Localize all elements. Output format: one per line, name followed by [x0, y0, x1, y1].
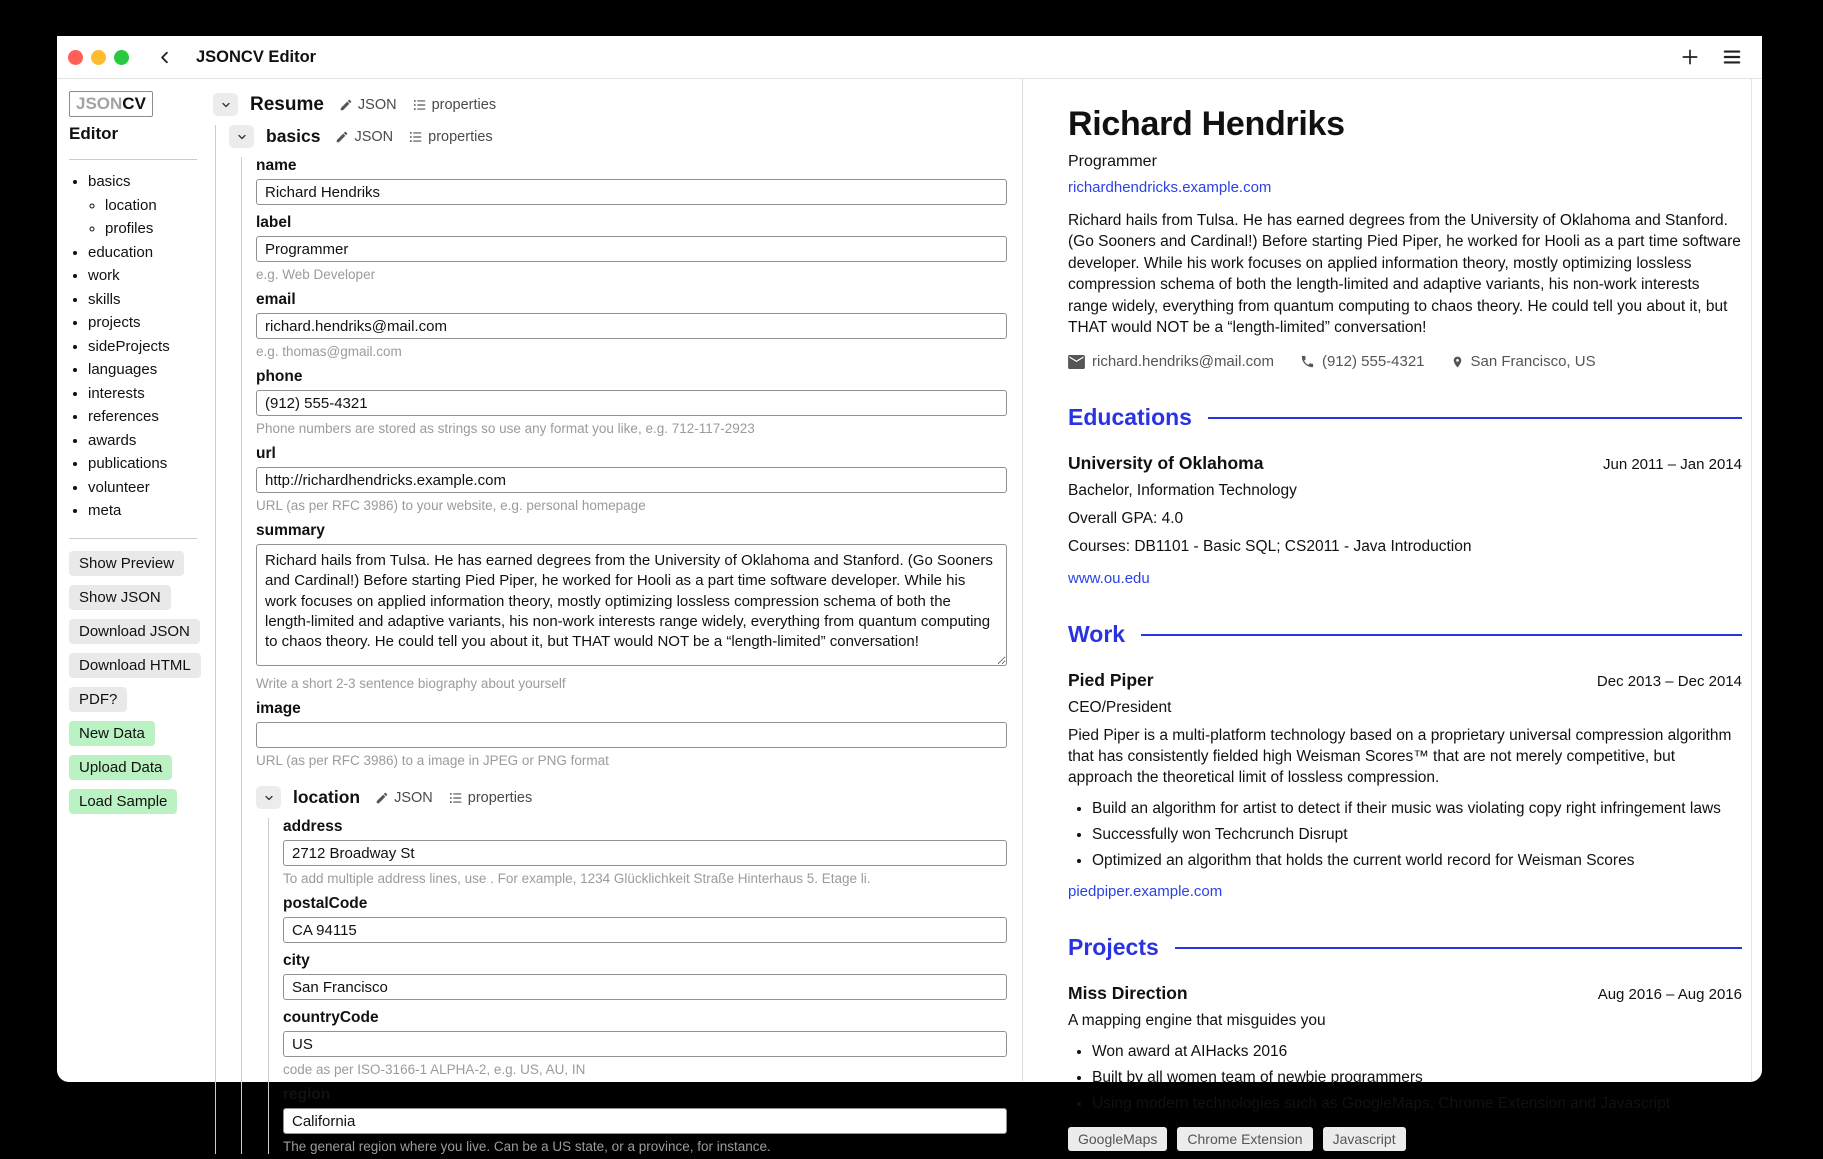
- education-entry: [1068, 453, 1742, 587]
- work-highlight: • Build an algorithm for artist to detect if their music was violating copy right infringement laws: [1092, 799, 1742, 819]
- work-company: Pied Piper: [1068, 670, 1154, 691]
- postalcode-field: [283, 895, 1007, 943]
- tag-badge: Javascript: [1323, 1127, 1406, 1151]
- address-field-label: address: [283, 818, 343, 835]
- sidebar: [57, 79, 209, 1081]
- label-field: [256, 214, 1007, 282]
- education-dates: Jun 2011 – Jan 2014: [1602, 456, 1742, 474]
- basics-section-header: [229, 125, 1007, 148]
- tag-badge: GoogleMaps: [1068, 1127, 1167, 1151]
- titlebar: [57, 36, 1762, 79]
- sidebar-divider: [69, 538, 197, 539]
- app-window: [57, 36, 1762, 1154]
- collapse-basics-button[interactable]: [229, 125, 254, 148]
- collapse-location-button[interactable]: [256, 786, 281, 809]
- project-highlight: • Using modern technologies such as GoogleMaps, Chrome Extension and Javascript: [1092, 1094, 1742, 1114]
- show-json-button[interactable]: Show JSON: [69, 585, 171, 610]
- work-highlight: • Optimized an algorithm that holds the current world record for Weisman Scores: [1092, 851, 1742, 871]
- sidebar-item-location[interactable]: ◦ location: [105, 194, 209, 218]
- preview-website-link[interactable]: richardhendricks.example.com: [1068, 179, 1272, 196]
- basics-section-title: basics: [266, 126, 321, 146]
- summary-textarea[interactable]: [256, 544, 1007, 666]
- label-field-label: label: [256, 214, 292, 231]
- education-section-title: Educations: [1068, 404, 1192, 431]
- minimize-button[interactable]: [91, 50, 106, 65]
- email-input[interactable]: [256, 313, 1007, 339]
- project-highlight: • Won award at AIHacks 2016: [1092, 1042, 1742, 1062]
- work-position: CEO/President: [1068, 699, 1172, 717]
- education-school: University of Oklahoma: [1068, 453, 1264, 474]
- region-field-label: region: [283, 1086, 331, 1103]
- project-name: Miss Direction: [1068, 983, 1188, 1004]
- sidebar-item-profiles[interactable]: ◦ profiles: [105, 217, 209, 241]
- region-input[interactable]: [283, 1108, 1007, 1134]
- resume-section-title: Resume: [250, 93, 324, 115]
- project-highlight: • Built by all women team of newbie programmers: [1092, 1068, 1742, 1088]
- location-edit-json-link[interactable]: JSON: [375, 790, 433, 806]
- sidebar-item-skills[interactable]: • skills: [88, 288, 209, 312]
- pencil-icon: [339, 98, 353, 112]
- preview-job-label: Programmer: [1068, 153, 1157, 170]
- region-field-hint: The general region where you live. Can be a US state, or a province, for instance.: [283, 1139, 771, 1154]
- education-degree: Bachelor, Information Technology: [1068, 482, 1297, 500]
- sidebar-divider: [69, 159, 197, 160]
- sidebar-item-publications[interactable]: • publications: [88, 452, 209, 476]
- name-field-label: name: [256, 157, 297, 174]
- location-properties-link[interactable]: properties: [448, 790, 532, 806]
- location-section-header: [256, 786, 1007, 809]
- sidebar-item-sideprojects[interactable]: • sideProjects: [88, 335, 209, 359]
- sidebar-item-basics[interactable]: • basics ◦ location ◦ profiles: [88, 170, 209, 241]
- url-field: [256, 445, 1007, 513]
- label-field-hint: e.g. Web Developer: [256, 267, 376, 282]
- city-field-label: city: [283, 952, 310, 969]
- resume-properties-link[interactable]: properties: [412, 97, 496, 113]
- map-pin-icon: [1451, 354, 1464, 370]
- email-field-label: email: [256, 291, 296, 308]
- work-dates: Dec 2013 – Dec 2014: [1596, 673, 1742, 691]
- sidebar-item-interests[interactable]: • interests: [88, 382, 209, 406]
- back-button[interactable]: [155, 48, 174, 67]
- summary-field-hint: Write a short 2-3 sentence biography about yourself: [256, 676, 566, 691]
- upload-data-button[interactable]: Upload Data: [69, 755, 172, 780]
- countrycode-field-label: countryCode: [283, 1009, 379, 1026]
- plus-icon: [1680, 47, 1700, 67]
- sidebar-item-education[interactable]: • education: [88, 241, 209, 265]
- postalcode-field-label: postalCode: [283, 895, 368, 912]
- resume-group: [215, 125, 1007, 1154]
- resume-edit-json-link[interactable]: JSON: [339, 97, 397, 113]
- contact-location: San Francisco, US: [1451, 353, 1596, 370]
- image-field-hint: URL (as per RFC 3986) to a image in JPEG or PNG format: [256, 753, 609, 768]
- location-section-title: location: [293, 787, 361, 807]
- countrycode-input[interactable]: [283, 1031, 1007, 1057]
- project-description: A mapping engine that misguides you: [1068, 1012, 1326, 1030]
- sidebar-item-languages[interactable]: • languages: [88, 358, 209, 382]
- name-input[interactable]: [256, 179, 1007, 205]
- sidebar-item-projects[interactable]: • projects: [88, 311, 209, 335]
- sidebar-item-work[interactable]: • work: [88, 264, 209, 288]
- project-dates: Aug 2016 – Aug 2016: [1597, 986, 1742, 1004]
- chevron-down-icon: [236, 131, 248, 143]
- load-sample-button[interactable]: Load Sample: [69, 789, 177, 814]
- project-entry: [1068, 983, 1742, 1151]
- pdf-button[interactable]: PDF?: [69, 687, 127, 712]
- chevron-down-icon: [263, 792, 275, 804]
- phone-icon: [1300, 354, 1315, 369]
- countrycode-field: [283, 1009, 1007, 1077]
- list-icon: [412, 98, 427, 112]
- menu-button[interactable]: [1722, 48, 1742, 66]
- hamburger-icon: [1722, 48, 1742, 66]
- sidebar-item-meta[interactable]: • meta: [88, 499, 209, 523]
- address-field-hint: To add multiple address lines, use . For example, 1234 Glücklichkeit Straße Hinterhaus 5. Etage li.: [283, 871, 871, 886]
- preview-name: Richard Hendriks: [1068, 105, 1345, 143]
- show-preview-button[interactable]: Show Preview: [69, 551, 184, 576]
- logo-subtitle: Editor: [69, 124, 119, 143]
- email-field-hint: e.g. thomas@gmail.com: [256, 344, 402, 359]
- basics-group: [241, 157, 1007, 1154]
- region-field: [283, 1086, 1007, 1154]
- close-button[interactable]: [68, 50, 83, 65]
- work-highlight: • Successfully won Techcrunch Disrupt: [1092, 825, 1742, 845]
- address-input[interactable]: [283, 840, 1007, 866]
- education-link[interactable]: www.ou.edu: [1068, 570, 1150, 588]
- url-input[interactable]: [256, 467, 1007, 493]
- city-input[interactable]: [283, 974, 1007, 1000]
- education-gpa: Overall GPA: 4.0: [1068, 510, 1184, 528]
- collapse-resume-button[interactable]: [213, 93, 238, 116]
- tag-badge: Chrome Extension: [1177, 1127, 1312, 1151]
- jsoncv-logo: JSONCV: [69, 91, 153, 117]
- download-json-button[interactable]: Download JSON: [69, 619, 200, 644]
- label-input[interactable]: [256, 236, 1007, 262]
- image-field-label: image: [256, 700, 301, 717]
- pencil-icon: [375, 791, 389, 805]
- list-icon: [408, 130, 423, 144]
- preview-summary: Richard hails from Tulsa. He has earned degrees from the University of Oklahoma and Stanford. (Go Sooners and Cardinal!) Before starting Pied Piper, he worked for Hooli as a part time software developer. While his work focuses on applied information theory, mostly optimizing lossless compression schema of both the length-limited and adaptive variants, his non-work interests range widely, everything from quantum computing to chaos theory. He could tell you about it, but THAT would NOT be a “length-limited” conversation!: [1068, 212, 1741, 336]
- contact-phone: (912) 555-4321: [1300, 353, 1425, 370]
- work-link[interactable]: piedpiper.example.com: [1068, 883, 1223, 901]
- section-rule: [1141, 634, 1742, 636]
- download-html-button[interactable]: Download HTML: [69, 653, 201, 678]
- phone-input[interactable]: [256, 390, 1007, 416]
- image-input[interactable]: [256, 722, 1007, 748]
- zoom-button[interactable]: [114, 50, 129, 65]
- projects-section-title: Projects: [1068, 934, 1159, 961]
- education-section: [1068, 404, 1742, 587]
- resume-preview-panel: [1022, 79, 1762, 1148]
- email-field: [256, 291, 1007, 359]
- work-highlights: [1092, 799, 1742, 871]
- project-tags: [1068, 1127, 1742, 1151]
- contact-email: richard.hendriks@mail.com: [1068, 353, 1274, 370]
- section-rule: [1175, 947, 1742, 949]
- section-rule: [1208, 417, 1742, 419]
- back-chevron-icon: [155, 48, 174, 67]
- sidebar-item-awards[interactable]: • awards: [88, 429, 209, 453]
- basics-properties-link[interactable]: properties: [408, 129, 492, 145]
- list-icon: [448, 791, 463, 805]
- resume-section-header: [213, 93, 1007, 116]
- envelope-icon: [1068, 355, 1085, 369]
- url-field-hint: URL (as per RFC 3986) to your website, e.g. personal homepage: [256, 498, 646, 513]
- work-section: [1068, 621, 1742, 900]
- url-field-label: url: [256, 445, 276, 462]
- project-highlights: [1092, 1042, 1742, 1114]
- phone-field-hint: Phone numbers are stored as strings so use any format you like, e.g. 712-117-2923: [256, 421, 755, 436]
- summary-field: [256, 522, 1007, 691]
- preview-contact-row: [1068, 353, 1742, 370]
- sidebar-actions: [69, 551, 209, 814]
- city-field: [283, 952, 1007, 1000]
- phone-field-label: phone: [256, 368, 303, 385]
- postalcode-input[interactable]: [283, 917, 1007, 943]
- new-tab-button[interactable]: [1680, 47, 1700, 67]
- countrycode-field-hint: code as per ISO-3166-1 ALPHA-2, e.g. US, AU, IN: [283, 1062, 586, 1077]
- sidebar-item-volunteer[interactable]: • volunteer: [88, 476, 209, 500]
- editor-panel: [209, 79, 1022, 1154]
- window-title: JSONCV Editor: [196, 47, 317, 66]
- address-field: [283, 818, 1007, 886]
- summary-field-label: summary: [256, 522, 325, 539]
- name-field: [256, 157, 1007, 205]
- sidebar-nav: [69, 170, 209, 523]
- image-field: [256, 700, 1007, 768]
- basics-edit-json-link[interactable]: JSON: [335, 129, 393, 145]
- projects-section: [1068, 934, 1742, 1151]
- work-entry: [1068, 670, 1742, 900]
- sidebar-item-references[interactable]: • references: [88, 405, 209, 429]
- work-description: Pied Piper is a multi-platform technology based on a proprietary universal compression algorithm that has consistently fielded high Weisman Scores™ that are not merely competitive, but approach the theoretical limit of lossless compression.: [1068, 726, 1732, 786]
- education-courses: Courses: DB1101 - Basic SQL; CS2011 - Java Introduction: [1068, 538, 1472, 556]
- chevron-down-icon: [220, 99, 232, 111]
- phone-field: [256, 368, 1007, 436]
- pencil-icon: [335, 130, 349, 144]
- new-data-button[interactable]: New Data: [69, 721, 155, 746]
- work-section-title: Work: [1068, 621, 1126, 648]
- location-group: [268, 818, 1007, 1154]
